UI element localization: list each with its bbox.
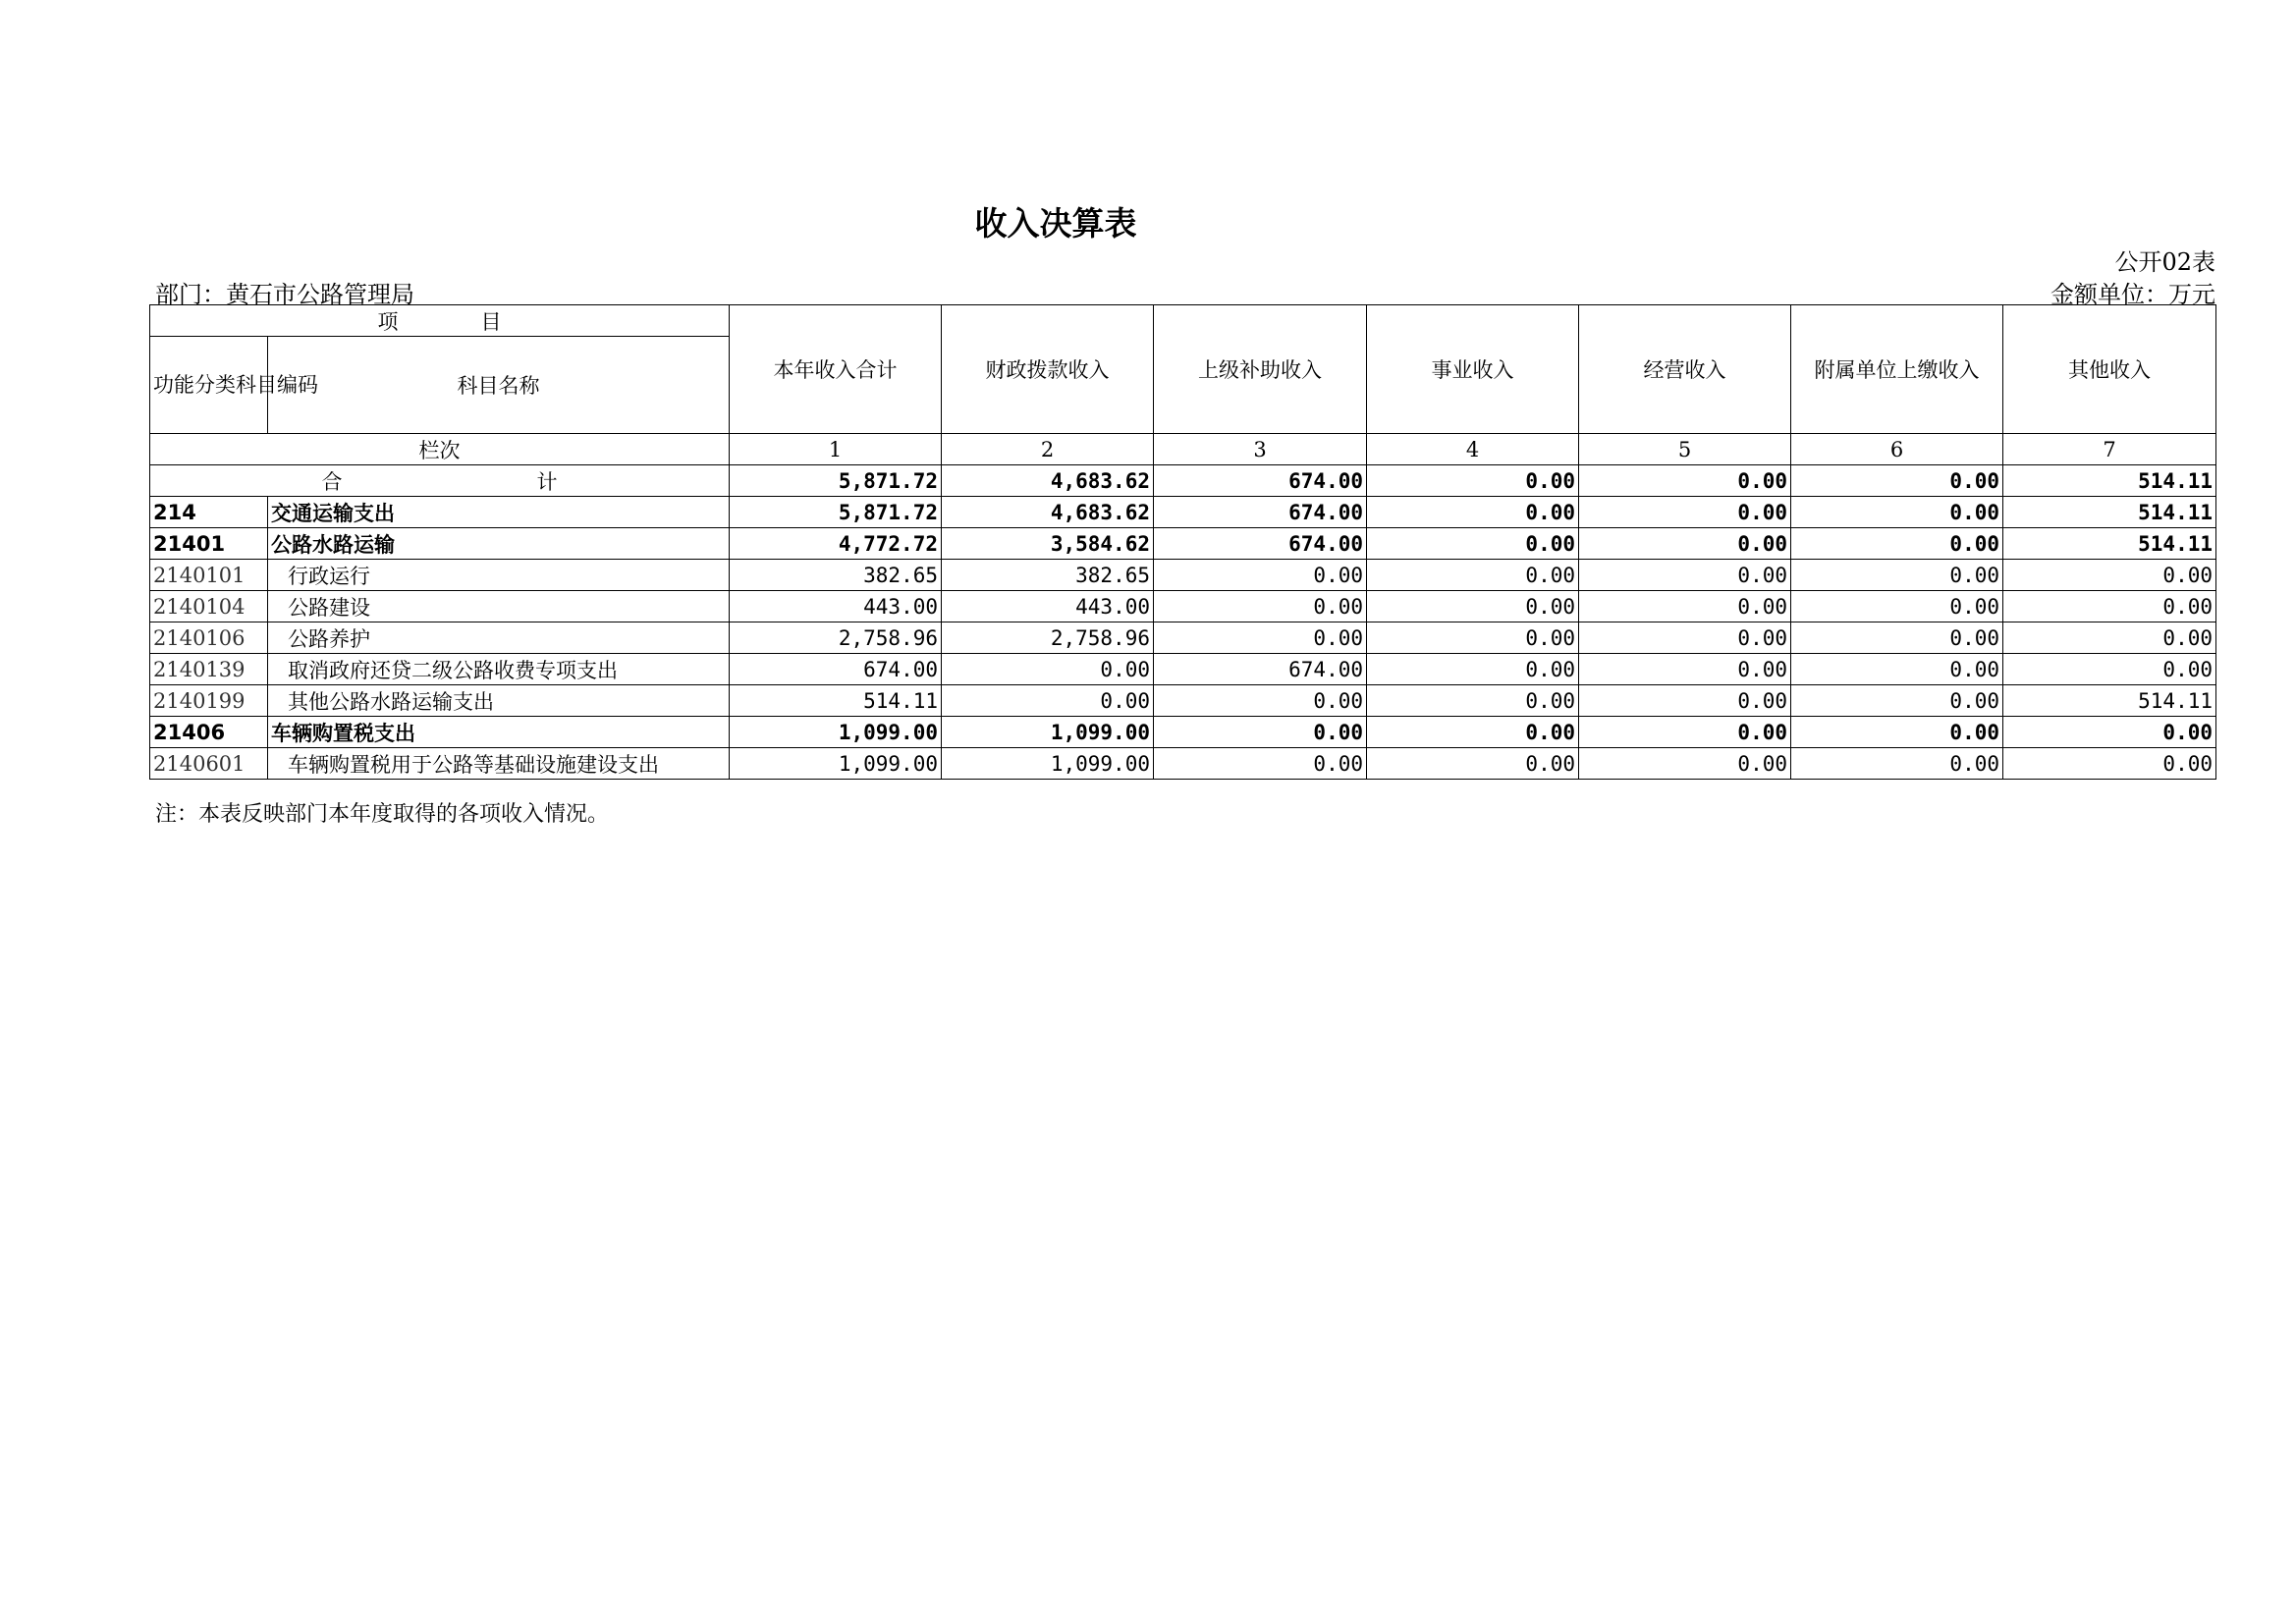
header-col-7: 其他收入 (2003, 305, 2216, 434)
amount-cell-6: 0.00 (1791, 497, 2003, 528)
row-index-4: 4 (1367, 434, 1579, 465)
amount-cell-2: 1,099.00 (942, 748, 1154, 780)
amount-cell-6: 0.00 (1791, 528, 2003, 560)
amount-cell-2: 0.00 (942, 685, 1154, 717)
header-code: 功能分类科目编码 (150, 337, 268, 434)
amount-cell-4: 0.00 (1367, 654, 1579, 685)
amount-cell-1: 1,099.00 (730, 748, 942, 780)
page-title: 收入决算表 (974, 204, 1137, 243)
amount-cell-5: 0.00 (1579, 591, 1791, 622)
total-row (150, 465, 2216, 497)
amount-cell-1: 4,772.72 (730, 528, 942, 560)
header-col-1: 本年收入合计 (730, 305, 942, 434)
subject-name: 交通运输支出 (268, 497, 730, 528)
subject-code: 214 (150, 497, 268, 528)
amount-cell-3: 0.00 (1154, 591, 1367, 622)
amount-cell-1: 1,099.00 (730, 717, 942, 748)
amount-cell-2: 3,584.62 (942, 528, 1154, 560)
subject-name: 公路水路运输 (268, 528, 730, 560)
amount-cell-1: 382.65 (730, 560, 942, 591)
amount-cell-6: 0.00 (1791, 591, 2003, 622)
table-row (150, 717, 2216, 748)
amount-cell-7: 0.00 (2003, 622, 2216, 654)
amount-cell-4: 0.00 (1367, 560, 1579, 591)
subject-code: 21401 (150, 528, 268, 560)
amount-cell-6: 0.00 (1791, 717, 2003, 748)
table-row (150, 528, 2216, 560)
amount-cell-2: 1,099.00 (942, 717, 1154, 748)
amount-cell-4: 0.00 (1367, 591, 1579, 622)
total-value-6: 0.00 (1791, 465, 2003, 497)
amount-cell-5: 0.00 (1579, 528, 1791, 560)
amount-cell-5: 0.00 (1579, 685, 1791, 717)
total-value-2: 4,683.62 (942, 465, 1154, 497)
amount-cell-3: 0.00 (1154, 685, 1367, 717)
total-value-5: 0.00 (1579, 465, 1791, 497)
table-row (150, 622, 2216, 654)
amount-cell-7: 514.11 (2003, 685, 2216, 717)
subject-name: 行政运行 (268, 560, 730, 591)
row-index-2: 2 (942, 434, 1154, 465)
table-note: 注：本表反映部门本年度取得的各项收入情况。 (155, 802, 610, 827)
amount-cell-4: 0.00 (1367, 622, 1579, 654)
subject-code: 2140106 (150, 622, 268, 654)
amount-cell-6: 0.00 (1791, 622, 2003, 654)
subject-code: 2140101 (150, 560, 268, 591)
amount-cell-7: 0.00 (2003, 717, 2216, 748)
amount-cell-6: 0.00 (1791, 685, 2003, 717)
subject-name: 车辆购置税支出 (268, 717, 730, 748)
amount-cell-2: 2,758.96 (942, 622, 1154, 654)
subject-name: 车辆购置税用于公路等基础设施建设支出 (268, 748, 730, 780)
total-label-left: 合 (321, 469, 343, 494)
amount-cell-1: 443.00 (730, 591, 942, 622)
amount-cell-4: 0.00 (1367, 717, 1579, 748)
amount-cell-7: 514.11 (2003, 497, 2216, 528)
amount-cell-3: 0.00 (1154, 748, 1367, 780)
row-index-6: 6 (1791, 434, 2003, 465)
amount-cell-1: 5,871.72 (730, 497, 942, 528)
amount-cell-3: 0.00 (1154, 560, 1367, 591)
amount-cell-7: 0.00 (2003, 591, 2216, 622)
subject-code: 2140104 (150, 591, 268, 622)
amount-cell-4: 0.00 (1367, 685, 1579, 717)
total-label-right: 计 (536, 469, 558, 494)
subject-name: 其他公路水路运输支出 (268, 685, 730, 717)
row-index-5: 5 (1579, 434, 1791, 465)
amount-cell-4: 0.00 (1367, 497, 1579, 528)
amount-cell-1: 514.11 (730, 685, 942, 717)
amount-cell-5: 0.00 (1579, 748, 1791, 780)
revenue-table (149, 304, 2216, 780)
amount-cell-1: 674.00 (730, 654, 942, 685)
header-col-2: 财政拨款收入 (942, 305, 1154, 434)
table-row (150, 748, 2216, 780)
amount-cell-2: 443.00 (942, 591, 1154, 622)
row-index-3: 3 (1154, 434, 1367, 465)
table-row (150, 497, 2216, 528)
amount-cell-7: 0.00 (2003, 748, 2216, 780)
amount-cell-3: 0.00 (1154, 622, 1367, 654)
total-value-4: 0.00 (1367, 465, 1579, 497)
amount-cell-3: 674.00 (1154, 497, 1367, 528)
total-value-7: 514.11 (2003, 465, 2216, 497)
amount-cell-7: 0.00 (2003, 654, 2216, 685)
department-label: 部门：黄石市公路管理局 (155, 281, 414, 308)
table-row (150, 685, 2216, 717)
amount-cell-5: 0.00 (1579, 497, 1791, 528)
subject-name: 公路养护 (268, 622, 730, 654)
amount-cell-3: 0.00 (1154, 717, 1367, 748)
header-col-4: 事业收入 (1367, 305, 1579, 434)
amount-cell-7: 0.00 (2003, 560, 2216, 591)
amount-unit-label: 金额单位：万元 (2050, 281, 2215, 308)
form-number: 公开02表 (2114, 248, 2215, 276)
row-index-label: 栏次 (150, 434, 730, 465)
amount-cell-4: 0.00 (1367, 748, 1579, 780)
subject-code: 21406 (150, 717, 268, 748)
amount-cell-5: 0.00 (1579, 622, 1791, 654)
amount-cell-4: 0.00 (1367, 528, 1579, 560)
amount-cell-2: 382.65 (942, 560, 1154, 591)
amount-cell-6: 0.00 (1791, 748, 2003, 780)
row-index-1: 1 (730, 434, 942, 465)
amount-cell-7: 514.11 (2003, 528, 2216, 560)
row-index-7: 7 (2003, 434, 2216, 465)
subject-name: 公路建设 (268, 591, 730, 622)
amount-cell-5: 0.00 (1579, 717, 1791, 748)
table-row (150, 560, 2216, 591)
amount-cell-2: 4,683.62 (942, 497, 1154, 528)
header-col-3: 上级补助收入 (1154, 305, 1367, 434)
amount-cell-6: 0.00 (1791, 560, 2003, 591)
amount-cell-3: 674.00 (1154, 528, 1367, 560)
amount-cell-2: 0.00 (942, 654, 1154, 685)
header-name: 科目名称 (268, 337, 730, 434)
total-label (150, 465, 730, 497)
total-value-3: 674.00 (1154, 465, 1367, 497)
total-value-1: 5,871.72 (730, 465, 942, 497)
subject-code: 2140601 (150, 748, 268, 780)
header-col-6: 附属单位上缴收入 (1791, 305, 2003, 434)
table-row (150, 654, 2216, 685)
amount-cell-6: 0.00 (1791, 654, 2003, 685)
header-item: 项 目 (150, 305, 730, 337)
table-row (150, 591, 2216, 622)
amount-cell-1: 2,758.96 (730, 622, 942, 654)
amount-cell-3: 674.00 (1154, 654, 1367, 685)
subject-code: 2140139 (150, 654, 268, 685)
subject-name: 取消政府还贷二级公路收费专项支出 (268, 654, 730, 685)
amount-cell-5: 0.00 (1579, 560, 1791, 591)
header-col-5: 经营收入 (1579, 305, 1791, 434)
amount-cell-5: 0.00 (1579, 654, 1791, 685)
subject-code: 2140199 (150, 685, 268, 717)
